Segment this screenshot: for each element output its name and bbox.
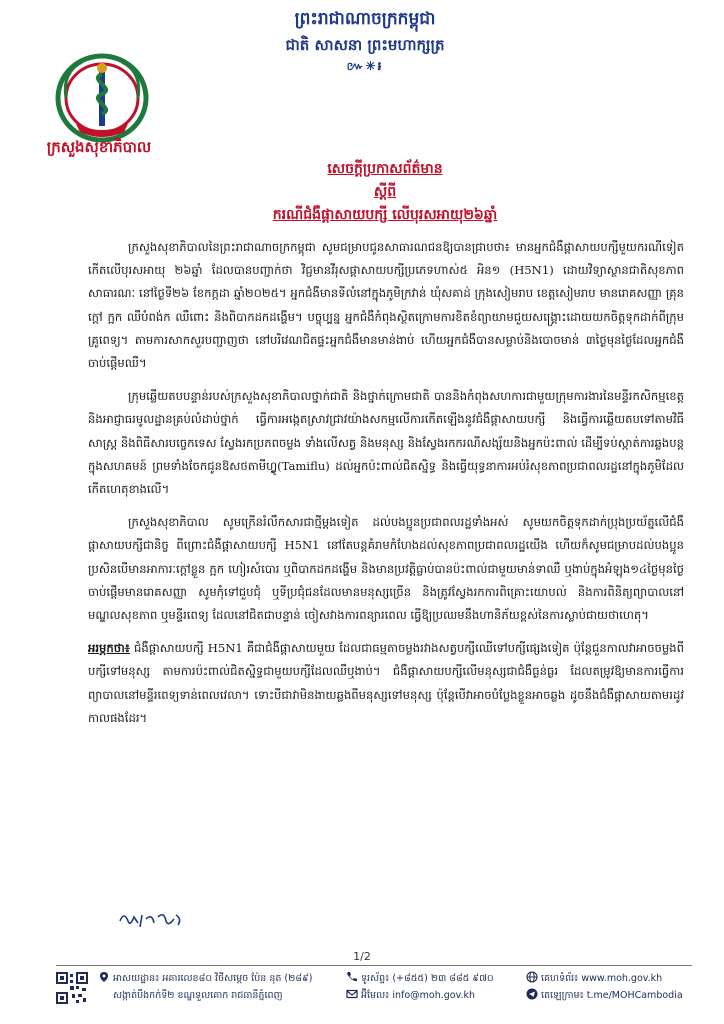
email-icon bbox=[346, 988, 358, 1000]
document-body bbox=[88, 236, 684, 740]
kingdom-title: ព្រះរាជាណាចក្រកម្ពុជា bbox=[294, 9, 436, 29]
page-number: 1/2 bbox=[353, 950, 371, 963]
paragraph-4-lead: អរម្ភកថា៖ bbox=[88, 641, 130, 656]
paragraph-4-text: ជំងឺផ្ដាសាយបក្សី H5N1 គឺជាជំងឺផ្ដាសាយមួយ ដែលជាធម្មតាចម្លងរវាងសត្វបក្សីឈើទៅបក្សីផ្សេងទៀត ប៉ុន្តែជួនកាលវាអាចចម្លងពីបក្សីទៅមនុស្ស តាមការប៉ះពាល់ជិតស្និទ្ធជាមួយបក្សីដែលឈឺឬងាប់។ ជំងឺផ្ដាសាយបក្សីលើមនុស្សជាជំងឺធ្ងន់ធ្ងរ ដែលតម្រូវឱ្យមានការធ្វើការព្យាបាលនៅមន្ទីរពេទ្យទាន់ពេលវេលា។ ទោះបីជាវាមិនងាយឆ្លងពីមនុស្សទៅមនុស្ស ប៉ុន្តែបើវាអាចបំប្លែងខ្លួនអាចឆ្លង ដូចនឹងជំងឺផ្ដាសាយតាមរដូវកាលផងដែរ។ bbox=[88, 641, 684, 725]
title-line-3: ករណីជំងឺផ្ដាសាយបក្សី លើបុរសអាយុ២៦ឆ្នាំ bbox=[272, 207, 498, 223]
footer-contacts bbox=[346, 970, 494, 1004]
title-line-2: ស្ដីពី bbox=[373, 184, 397, 200]
email-address[interactable]: អ៊ីមែល៖ info@moh.gov.kh bbox=[361, 990, 476, 1001]
globe-icon bbox=[526, 971, 538, 983]
national-motto: ជាតិ សាសនា ព្រះមហាក្សត្រ bbox=[285, 36, 445, 54]
paragraph-4 bbox=[88, 637, 684, 730]
phone-number[interactable]: ទូរស័ព្ទ៖ (+៨៥៥) ២៣ ៨៨៥ ៩៧០ bbox=[361, 973, 494, 984]
qr-code-icon bbox=[56, 972, 88, 1004]
footer-online bbox=[526, 970, 683, 1004]
telegram-link[interactable]: តេឡេក្រាម៖ t.me/MOHCambodia bbox=[541, 990, 683, 1001]
ministry-name: ក្រសួងសុខាភិបាល bbox=[46, 138, 152, 156]
footer bbox=[56, 970, 692, 1020]
phone-icon bbox=[346, 971, 358, 983]
document-title bbox=[190, 158, 580, 227]
handwritten-initials bbox=[116, 907, 186, 931]
address-line-2: សង្កាត់បឹងកក់ទី២ ខណ្ឌទួលគោក រាជធានីភ្នំពេញ bbox=[113, 990, 283, 1001]
address-line-1: អាសយដ្ឋាន៖ អគារលេខ៨០ វិថីសម្ដេច ប៉ែន នុត (២៨៩) bbox=[113, 973, 313, 984]
paragraph-3: ក្រសួងសុខាភិបាល សូមក្រើនរំលឹកសារជាថ្មីម្ដងទៀត ដល់បងប្អូនប្រជាពលរដ្ឋទាំងអស់ សូមយកចិត្តទុកដាក់ប្រុងប្រយ័ត្នលើជំងឺផ្ដាសាយបក្សីជានិច្ច ពីព្រោះជំងឺផ្ដាសាយបក្សី H5N1 នៅតែបន្តគំរាមកំហែងដល់សុខភាពប្រជាពលរដ្ឋយើង ហើយក៏សូមជម្រាបដល់បងប្អូន ប្រសិនបើមានអាការៈក្ដៅខ្លួន ក្អក ហៀរសំបោរ ឬពិបាកដកដង្ហើម និងមានប្រវត្តិធ្លាប់បានប៉ះពាល់ជាមួយមាន់ទាឈឺ ឬងាប់ក្នុងអំឡុង១៤ថ្ងៃមុនថ្ងៃចាប់ផ្ដើមមានរោគសញ្ញា សូមកុំទៅជួបជុំ ឬទីប្រជុំជនដែលមានមនុស្សច្រើន និងត្រូវស្វែងរកការពិគ្រោះយោបល់ និងការពិនិត្យព្យាបាលនៅមណ្ឌលសុខភាព ឬមន្ទីរពេទ្យ ដែលនៅជិតជាបន្ទាន់ ចៀសវាងការពន្យារពេល ធ្វើឱ្យប្រឈមនឹងហានិភ័យខ្ពស់នៃការស្លាប់ជាយថាហេតុ។ bbox=[88, 515, 684, 623]
website-link[interactable]: គេហទំព័រ៖ www.moh.gov.kh bbox=[541, 973, 663, 984]
location-pin-icon bbox=[98, 971, 110, 983]
footer-address bbox=[98, 970, 312, 1004]
paragraph-2: ក្រុមឆ្លើយតបបន្ទាន់របស់ក្រសួងសុខាភិបាលថ្នាក់ជាតិ និងថ្នាក់ក្រោមជាតិ បាននិងកំពុងសហការជាមួយក្រុមការងារនៃមន្ទីរកសិកម្មខេត្តនិងអាជ្ញាធរមូលដ្ឋានគ្រប់លំដាប់ថ្នាក់ ធ្វើការអង្កេតស្រាវជ្រាវយ៉ាងសកម្មលើការកើតឡើងនូវជំងឺផ្ដាសាយបក្សី និងធ្វើការឆ្លើយតបទៅតាមវិធីសាស្ត្រ និងពិធីសារបច្ចេកទេស ស្វែងរកប្រភពចម្លង ទាំងលើសត្វ និងមនុស្ស និងស្វែងរកករណីសង្ស័យនិងអ្នកប៉ះពាល់ ដើម្បីទប់ស្កាត់ការឆ្លងបន្តក្នុងសហគមន៍ ព្រមទាំងចែកជូនឱសថតាមីហ្វ្លូ(Tamiflu) ដល់អ្នកប៉ះពាល់ជិតស្និទ្ធ និងធ្វើយុទ្ធនាការអប់រំសុខភាពប្រជាពលរដ្ឋនៅក្នុងភូមិដែលកើតហេតុខាងលើ។ bbox=[88, 389, 684, 497]
footer-divider bbox=[56, 965, 692, 966]
telegram-icon bbox=[526, 988, 538, 1000]
ministry-logo bbox=[52, 52, 152, 144]
kingdom-header bbox=[200, 8, 530, 74]
ornament: ៚✳៛ bbox=[346, 59, 384, 73]
paragraph-1: ក្រសួងសុខាភិបាលនៃព្រះរាជាណាចក្រកម្ពុជា សូមជម្រាបជូនសាធារណជនឱ្យបានជ្រាបថា៖ មានអ្នកជំងឺផ្ដាសាយបក្សីមួយករណីទៀត កើតលើបុរសអាយុ ២៦ឆ្នាំ ដែលបានបញ្ជាក់ថា វិជ្ជមានវីរុសផ្ដាសាយបក្សីប្រភេទហាស់៥ អិន១ (H5N1) ដោយវិទ្យាស្ថានជាតិសុខភាពសាធារណៈ នៅថ្ងៃទី២៦ ខែកក្កដា ឆ្នាំ២០២៥។ អ្នកជំងឺមានទីលំនៅក្នុងភូមិក្រវាន់ ឃុំសគាដ់ ក្រុងសៀមរាប ខេត្តសៀមរាប មានរោគសញ្ញា គ្រុនក្ដៅ ក្អក ឈឺបំពង់ក ឈឺពោះ និងពិបាកដកដង្ហើម។ បច្ចុប្បន្ន អ្នកជំងឺកំពុងស្ថិតក្រោមការខិតខំព្យាយាមជួយសង្គ្រោះដោយយកចិត្តទុកដាក់ពីក្រុមគ្រូពេទ្យ។ តាមការសាកសួរបញ្ជាញថា នៅបរិវេណជិតផ្ទះអ្នកជំងឺមានមាន់ងាប់ ហើយអ្នកជំងឺបានសម្លាប់និងបោចមាន់ ៣ថ្ងៃមុនថ្ងៃដែលអ្នកជំងឺចាប់ផ្ដើមឈឺ។ bbox=[88, 240, 684, 371]
title-line-1: សេចក្ដីប្រកាសព័ត៌មាន bbox=[327, 161, 443, 177]
